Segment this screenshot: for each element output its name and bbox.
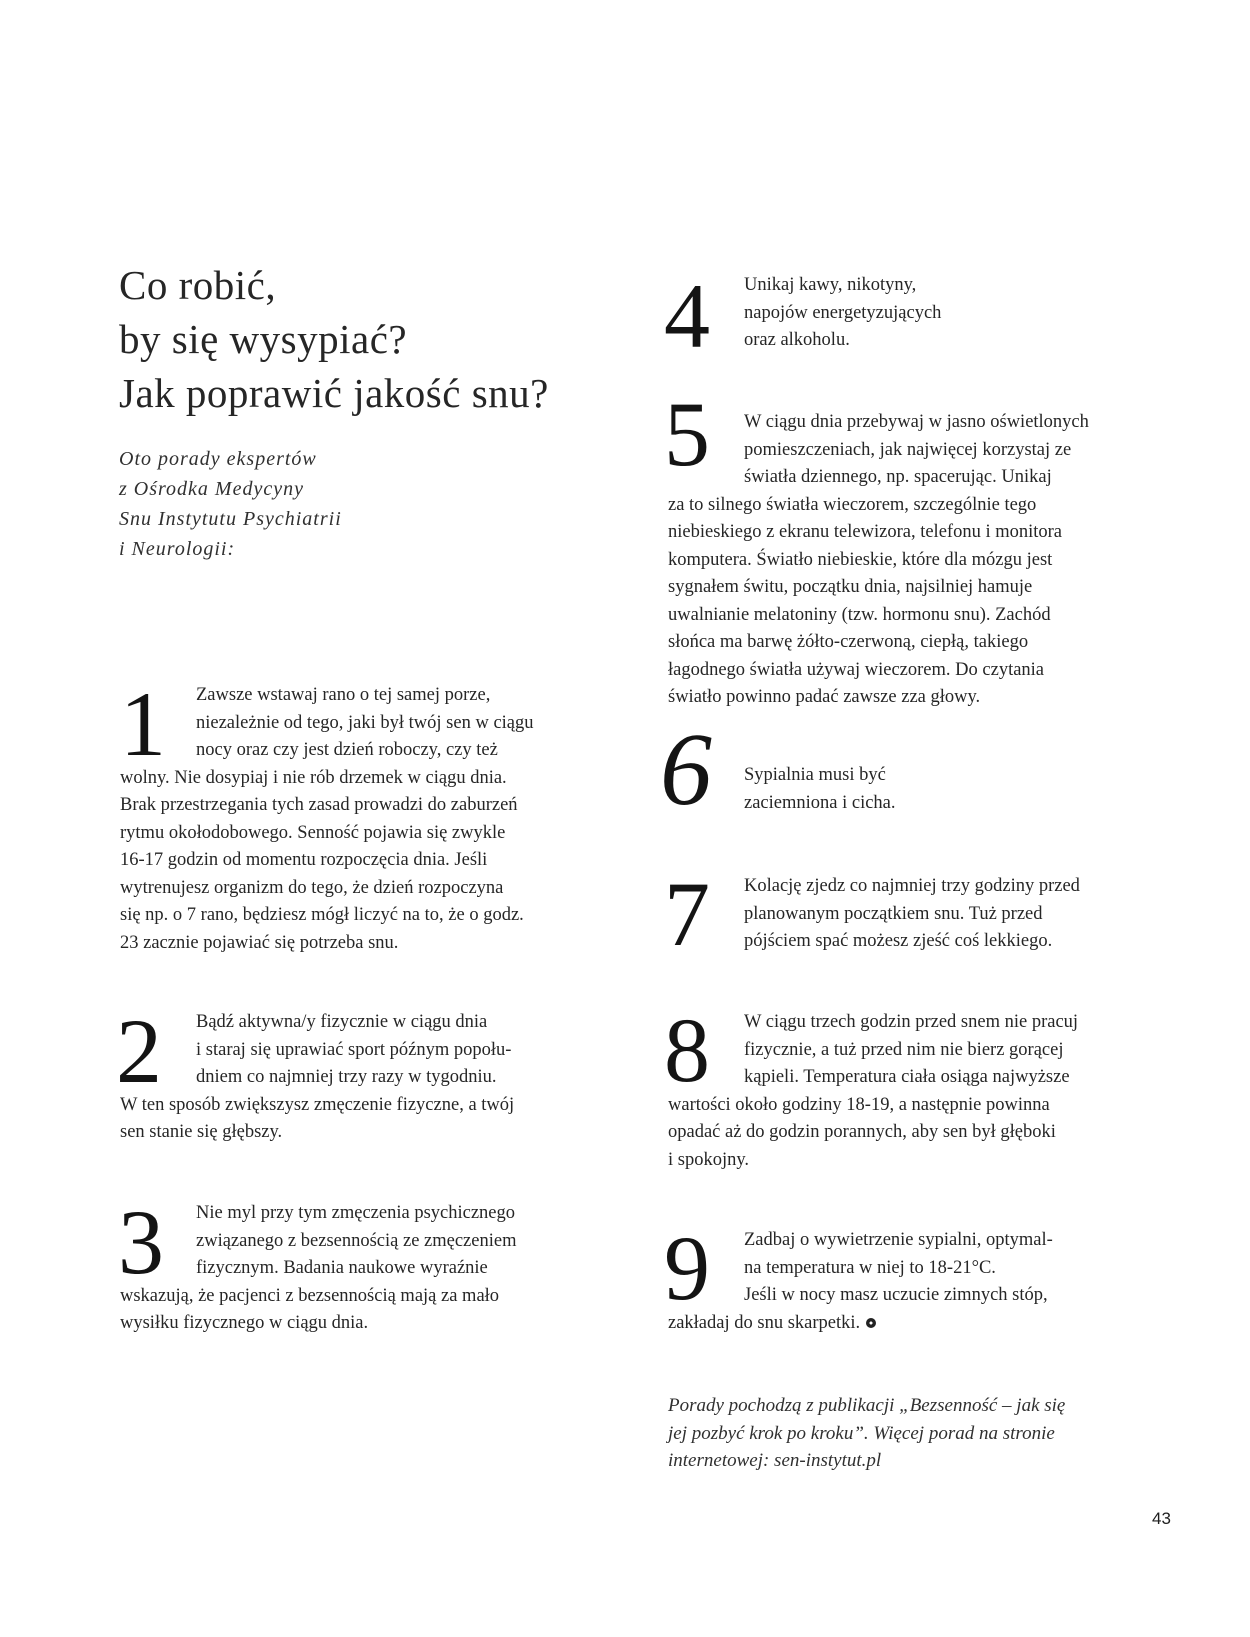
intro-line: z Ośrodka Medycyny (119, 478, 304, 500)
title-line: by się wysypiać? (119, 316, 408, 362)
page-number: 43 (1152, 1509, 1171, 1528)
tip-number-8: 8 (664, 999, 710, 1101)
tip-line: i staraj się uprawiać sport późnym popołu- (196, 1039, 512, 1060)
tip-line: światła dziennego, np. spacerując. Unikaj (744, 467, 1052, 487)
source-note (668, 1392, 1188, 1475)
source-line: jej pozbyć krok po kroku”. Więcej porad na stronie (668, 1422, 1055, 1444)
tip-line: wysiłku fizycznego w ciągu dnia. (120, 1313, 369, 1333)
tip-line: pomieszczeniach, jak najwięcej korzystaj ze (744, 439, 1072, 460)
tip-line: Zadbaj o wywietrzenie sypialni, optymal- (744, 1230, 1053, 1250)
tip-line-text: zakładaj do snu skarpetki. (668, 1312, 861, 1333)
tip-line: na temperatura w niej to 18-21°C. (744, 1257, 996, 1278)
tip-line: dniem co najmniej trzy razy w tygodniu. (196, 1067, 497, 1087)
tip-line: się np. o 7 rano, będziesz mógł liczyć na to, że o godz. (120, 905, 524, 925)
tip-line: napojów energetyzujących (744, 302, 942, 323)
tip-line: Kolację zjedz co najmniej trzy godziny przed (744, 876, 1080, 896)
tip-line: fizycznym. Badania naukowe wyraźnie (196, 1258, 488, 1278)
tip-line: światło powinno padać zawsze zza głowy. (668, 687, 981, 707)
tip-line: wytrenujesz organizm do tego, że dzień rozpoczyna (120, 877, 504, 898)
tip-line: Zawsze wstawaj rano o tej samej porze, (196, 685, 491, 705)
tip-number-3: 3 (118, 1191, 164, 1293)
tip-line: sen stanie się głębszy. (120, 1122, 283, 1142)
tip-line: rytmu okołodobowego. Senność pojawia się zwykle (120, 822, 506, 843)
tip-line: niebieskiego z ekranu telewizora, telefonu i monitora (668, 522, 1063, 542)
tip-7 (668, 873, 1080, 956)
tip-number-1: 1 (120, 673, 166, 775)
title-line: Co robić, (119, 262, 277, 308)
tip-line: W ten sposób zwiększysz zmęczenie fizyczne, a twój (120, 1094, 515, 1115)
tip-line: planowanym początkiem snu. Tuż przed (744, 903, 1043, 924)
tip-line: Jeśli w nocy masz uczucie zimnych stóp, (744, 1285, 1048, 1305)
title-line: Jak poprawić jakość snu? (119, 370, 549, 416)
tip-5 (668, 409, 1089, 712)
tip-line: wskazują, że pacjenci z bezsennością mają za mało (120, 1285, 500, 1306)
tip-line: nocy oraz czy jest dzień roboczy, czy też (196, 740, 498, 760)
intro-line: i Neurologii: (119, 538, 236, 560)
tip-number-2: 2 (116, 1000, 162, 1102)
tip-line: wolny. Nie dosypiaj i nie rób drzemek w ciągu dnia. (120, 767, 507, 788)
tip-line: Unikaj kawy, nikotyny, (744, 275, 917, 295)
intro-line: Snu Instytutu Psychiatrii (119, 508, 342, 530)
tip-line: 16-17 godzin od momentu rozpoczęcia dnia. Jeśli (120, 850, 488, 870)
tip-number-6: 6 (660, 712, 712, 827)
tip-line: oraz alkoholu. (744, 330, 850, 350)
tip-8 (668, 1009, 1078, 1174)
tip-line: niezależnie od tego, jaki był twój sen w ciągu (196, 712, 534, 733)
tip-line: Sypialnia musi być (744, 765, 886, 785)
tip-line: i spokojny. (668, 1149, 750, 1170)
intro-line: Oto porady ekspertów (119, 448, 317, 470)
tip-line: łagodnego światła używaj wieczorem. Do czytania (668, 659, 1045, 680)
tip-line: Brak przestrzegania tych zasad prowadzi do zaburzeń (120, 795, 518, 815)
tip-line: W ciągu dnia przebywaj w jasno oświetlonych (744, 412, 1089, 432)
tip-line: fizycznie, a tuż przed nim nie bierz gorącej (744, 1039, 1064, 1060)
tip-line: zaciemniona i cicha. (744, 792, 896, 813)
source-line: Porady pochodzą z publikacji „Bezsenność – jak się (668, 1395, 1066, 1416)
tip-number-4: 4 (664, 265, 710, 367)
tip-line: 23 zacznie pojawiać się potrzeba snu. (120, 932, 399, 953)
source-line: internetowej: sen-instytut.pl (668, 1450, 882, 1471)
tip-line: pójściem spać możesz zjeść coś lekkiego. (744, 931, 1053, 951)
tip-number-9: 9 (664, 1217, 710, 1319)
tip-line: uwalnianie melatoniny (tzw. hormonu snu). Zachód (668, 604, 1051, 625)
tip-line: związanego z bezsennością ze zmęczeniem (196, 1230, 517, 1251)
end-of-article-icon (866, 1318, 876, 1328)
tip-line: opadać aż do godzin porannych, aby sen był głęboki (668, 1122, 1056, 1142)
tip-line: sygnałem świtu, początku dnia, najsilniej hamuje (668, 577, 1033, 597)
article-title (119, 258, 639, 420)
tip-number-7: 7 (664, 863, 710, 965)
tip-line: Bądź aktywna/y fizycznie w ciągu dnia (196, 1012, 488, 1032)
tip-line: W ciągu trzech godzin przed snem nie pracuj (744, 1012, 1079, 1032)
tip-3 (120, 1200, 516, 1338)
tip-line: wartości około godziny 18-19, a następnie powinna (668, 1094, 1050, 1115)
tip-line: Nie myl przy tym zmęczenia psychicznego (196, 1203, 515, 1223)
tip-line: komputera. Światło niebieskie, które dla mózgu jest (668, 549, 1053, 570)
tip-line: kąpieli. Temperatura ciała osiąga najwyższe (744, 1067, 1070, 1087)
tip-9 (668, 1227, 1053, 1337)
tip-line (668, 1310, 1053, 1338)
tip-1 (120, 682, 534, 957)
tip-number-5: 5 (664, 383, 710, 485)
tip-6 (668, 762, 896, 817)
tip-line: za to silnego światła wieczorem, szczególnie tego (668, 494, 1037, 515)
intro-text (119, 444, 499, 564)
tip-2 (120, 1009, 514, 1147)
tip-line: słońca ma barwę żółto-czerwoną, ciepłą, takiego (668, 632, 1029, 652)
tip-4 (668, 272, 941, 355)
